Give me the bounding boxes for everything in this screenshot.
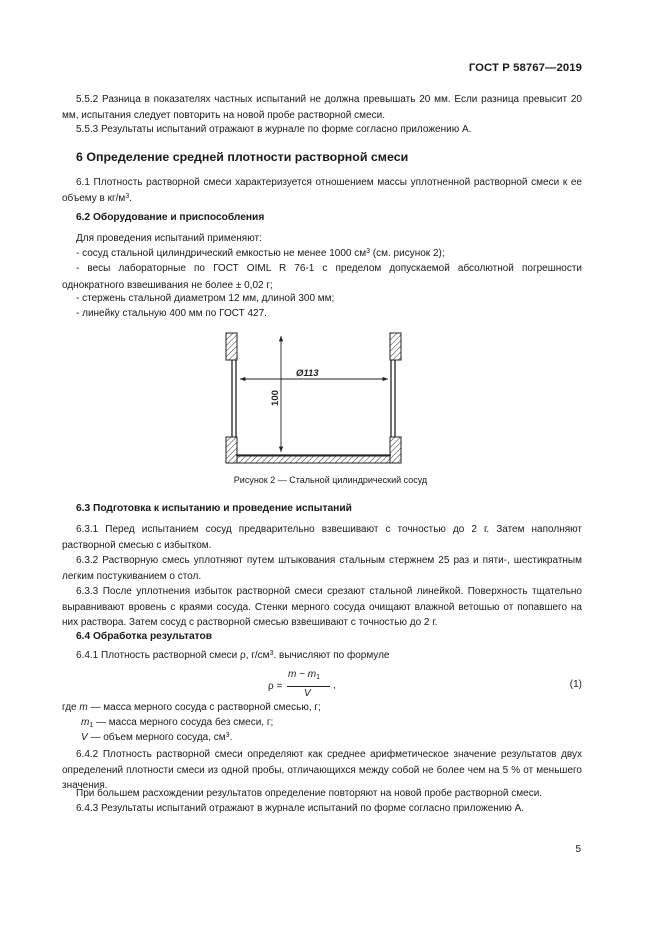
clause-6-4-1 xyxy=(76,650,389,661)
subscript: 1 xyxy=(316,674,320,681)
section-6-2-title: 6.2 Оборудование и приспособления xyxy=(76,212,265,223)
clause-6-4-1-pre: 6.4.1 Плотность растворной смеси ρ, г/см xyxy=(76,650,270,661)
bottom-hatch xyxy=(237,456,390,463)
clause-6-1-text: 6.1 Плотность растворной смеси характеризуется отношением массы уплотненной растворной смеси к ее объему в кг/м xyxy=(62,177,582,204)
var-m: m xyxy=(79,702,88,713)
right-foot-hatch xyxy=(390,437,401,463)
section-6-3-title: 6.3 Подготовка к испытанию и проведение испытаний xyxy=(76,503,352,514)
clause-6-3-2: 6.3.2 Растворную смесь уплотняют путем штыкования стальным стержнем 25 раз и пяти-, шестикратным легким постукиванием о стол. xyxy=(62,555,582,582)
formula-tail: , xyxy=(333,680,336,691)
minus-sign: − xyxy=(296,669,308,680)
var-v: V xyxy=(81,732,88,743)
where-m1 xyxy=(81,717,273,728)
figure-caption: Рисунок 2 — Стальной цилиндрический сосуд xyxy=(233,475,428,485)
vessel-text: - сосуд стальной цилиндрический емкостью не менее 1000 см xyxy=(76,248,367,259)
subscript: 1 xyxy=(89,722,94,729)
fraction-bar xyxy=(287,686,330,687)
where-word: где xyxy=(62,702,80,713)
vessel-drawing xyxy=(226,333,401,463)
right-rim-hatch xyxy=(390,333,401,360)
equipment-intro: Для проведения испытаний применяют: xyxy=(76,233,262,244)
page-number: 5 xyxy=(575,844,581,855)
superscript: 3 xyxy=(366,248,371,255)
equation-number: (1) xyxy=(569,679,582,690)
document-code: ГОСТ Р 58767—2019 xyxy=(468,62,582,74)
equipment-item-scales-line2: однократного взвешивания не более ± 0,02 г; xyxy=(62,280,273,291)
clause-6-3-3: 6.3.3 После уплотнения избыток растворной смеси срезают стальной линейкой. Поверхность тщательно выравнивают вровень с краями сосуда. Стенки мерного сосуда очищают влажной ветошью от попавшего на них раствора. Затем сосуд с растворной смесью взвешивают с точностью до 2 г. xyxy=(62,586,582,628)
where-v-desc: — объем мерного сосуда, см xyxy=(87,732,226,743)
formula-denominator: V xyxy=(304,688,311,699)
equipment-item-ruler: - линейку стальную 400 мм по ГОСТ 427. xyxy=(76,308,267,319)
diameter-label: Ø113 xyxy=(296,368,319,379)
mass1-var: m xyxy=(307,669,317,680)
where-v-tail: . xyxy=(229,732,233,743)
clause-5-5-2: 5.5.2 Разница в показателях частных испытаний не должна превышать 20 мм. Если разница превысит 20 мм, испытания следует повторить на новой пробе растворной смеси. xyxy=(62,94,582,121)
height-label: 100 xyxy=(270,390,281,406)
mass-var: m xyxy=(288,669,297,680)
where-m xyxy=(62,702,321,713)
clause-5-5-3: 5.5.3 Результаты испытаний отражают в журнале по форме согласно приложению А. xyxy=(76,124,472,135)
where-v xyxy=(81,732,232,743)
formula-lhs: ρ = xyxy=(268,681,283,692)
left-foot-hatch xyxy=(226,437,237,463)
section-6-title: 6 Определение средней плотности растворной смеси xyxy=(76,150,409,164)
superscript: 3 xyxy=(225,732,230,739)
superscript: 3 xyxy=(269,650,274,657)
clause-6-4-2-note: При большем расхождении результатов определение повторяют на новой пробе растворной смеси. xyxy=(76,788,543,799)
clause-6-4-2: 6.4.2 Плотность растворной смеси определяют как среднее арифметическое значение результатов двух определений плотности смеси из одной пробы, отличающихся между собой не более чем на 5 % от меньшего значения. xyxy=(62,749,582,791)
clause-6-1-tail: . xyxy=(129,192,132,204)
where-m1-desc: — масса мерного сосуда без смеси, г; xyxy=(93,717,274,728)
where-m-desc: — масса мерного сосуда с растворной смесью, г; xyxy=(87,702,321,713)
clause-6-4-3: 6.4.3 Результаты испытаний отражают в журнале испытаний по форме согласно приложению А. xyxy=(76,803,525,814)
clause-6-4-1-post: . вычисляют по формуле xyxy=(273,650,390,661)
var-m1: m xyxy=(81,717,90,728)
clause-6-3-1: 6.3.1 Перед испытанием сосуд предварительно взвешивают с точностью до 2 г. Затем наполняют растворной смесью с избытком. xyxy=(62,524,582,551)
equipment-item-scales-line1: - весы лабораторные по ГОСТ OIML R 76-1 с пределом допускаемой абсолютной погрешности xyxy=(76,263,582,274)
superscript: 3 xyxy=(125,192,130,200)
vessel-tail: (см. рисунок 2); xyxy=(370,248,445,259)
formula-numerator xyxy=(288,669,320,680)
equipment-item-rod: - стержень стальной диаметром 12 мм, длиной 300 мм; xyxy=(76,293,335,304)
left-rim-hatch xyxy=(226,333,237,360)
section-6-4-title: 6.4 Обработка результатов xyxy=(76,631,213,642)
